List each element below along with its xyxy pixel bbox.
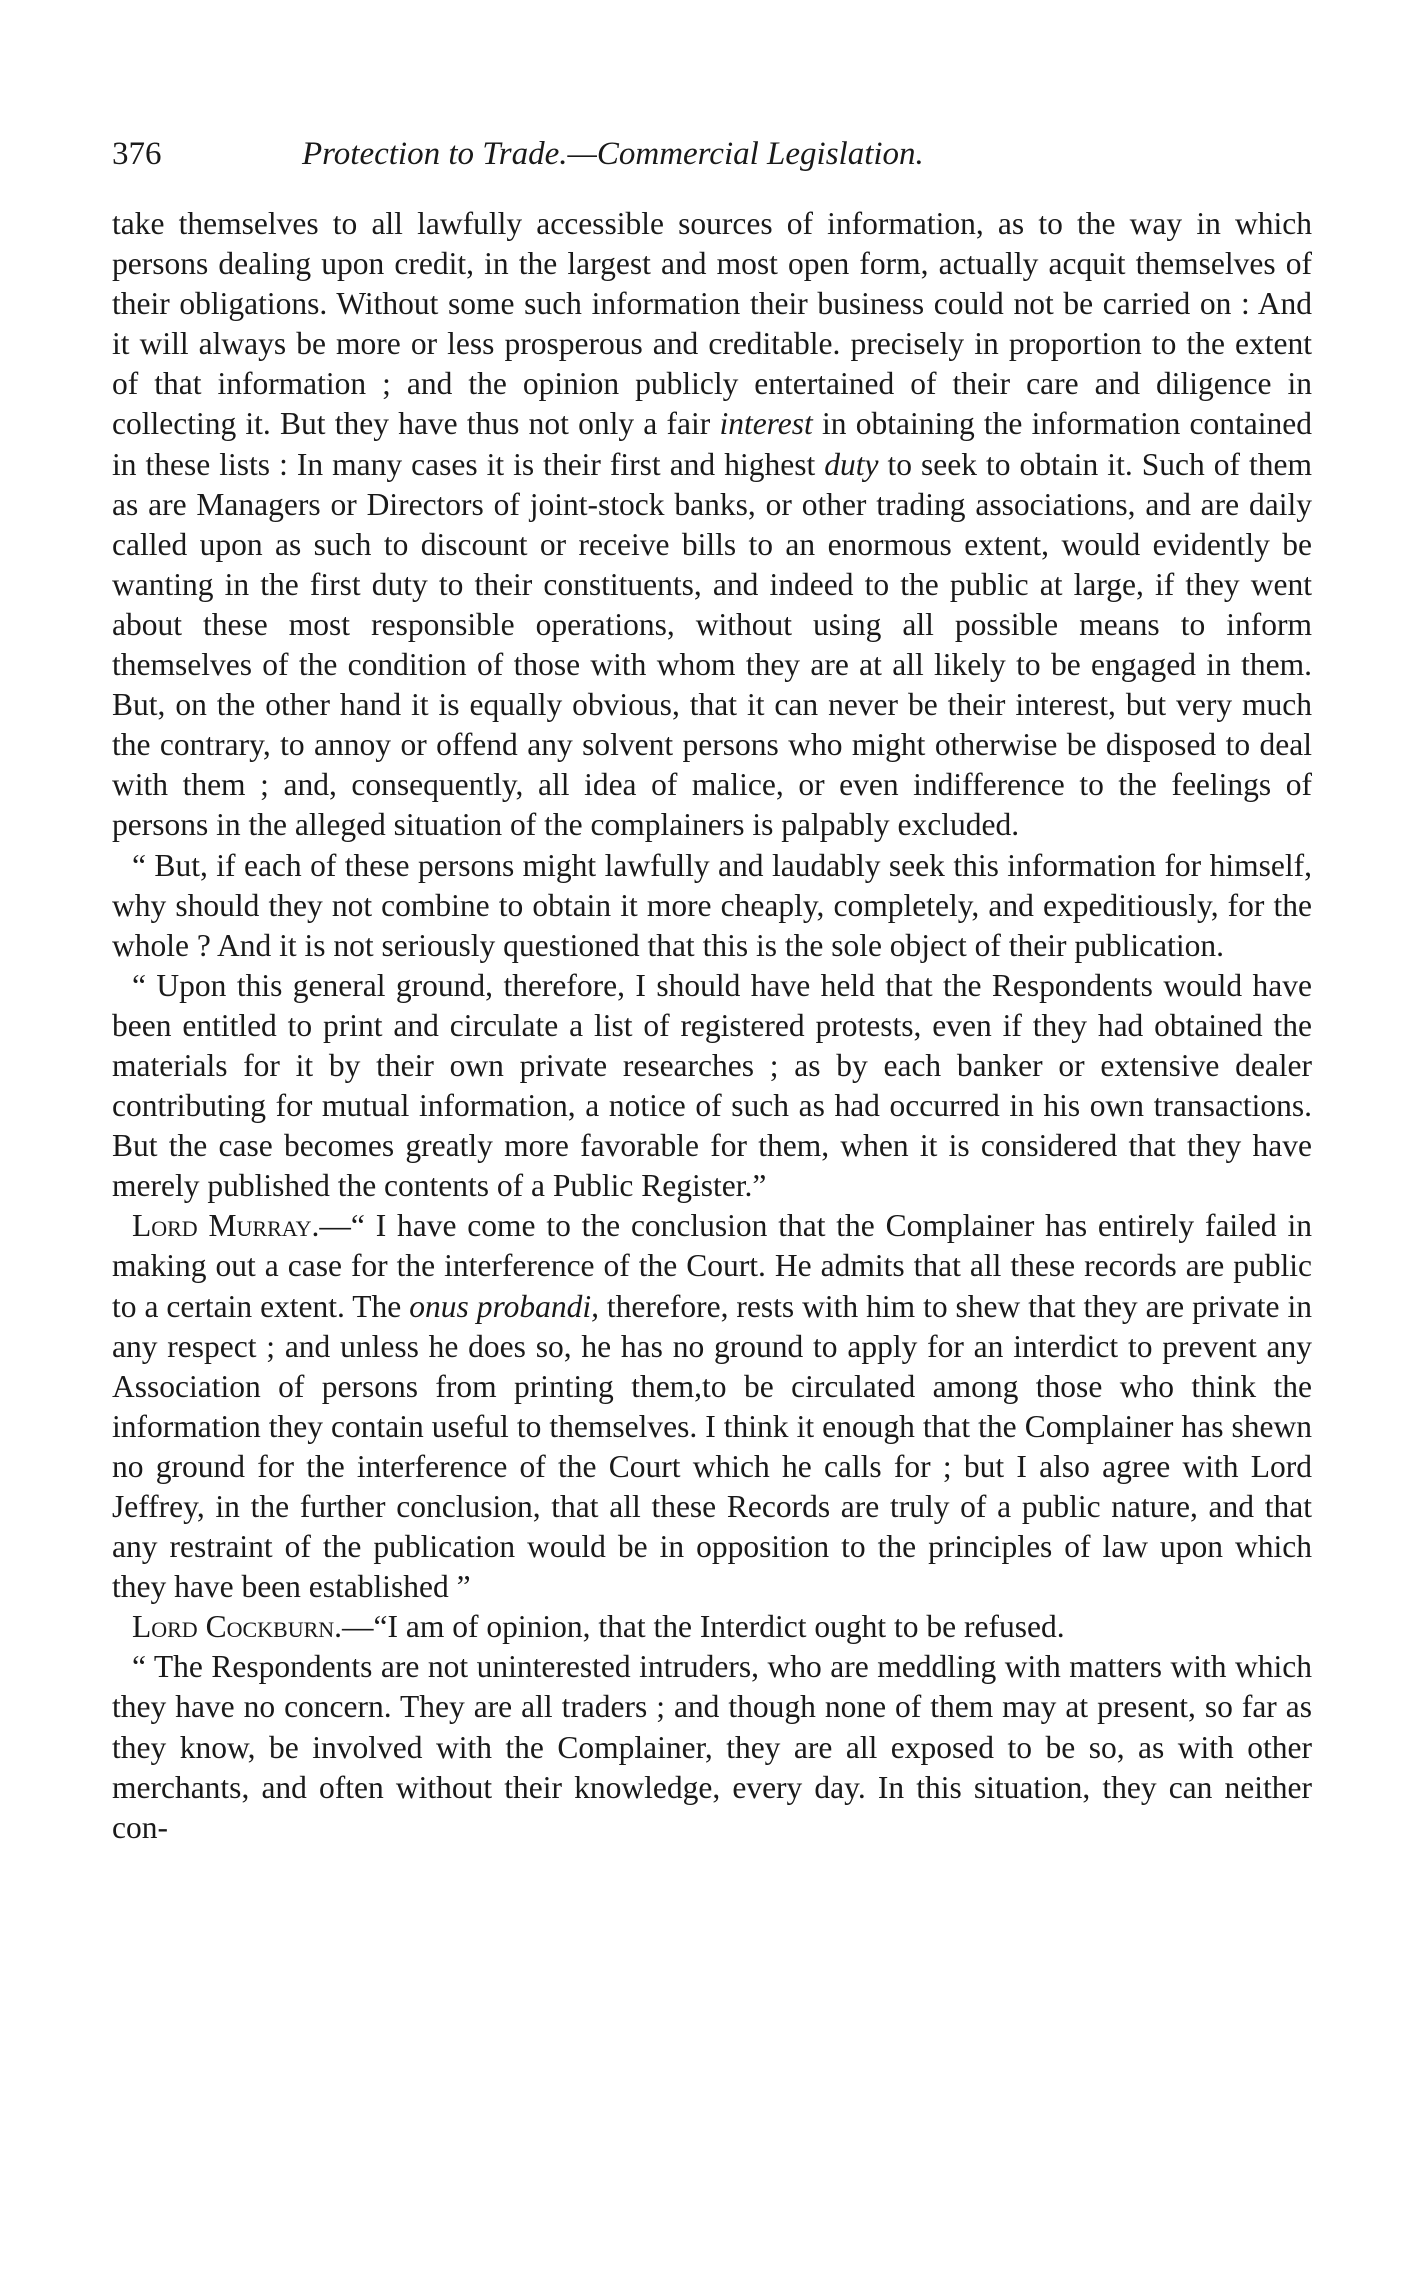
- paragraph-5: [112, 1607, 1312, 1647]
- speaker-lord-murray: Lord Murray: [132, 1208, 312, 1244]
- paragraph-4-text-a: .—“ I have come to the conclusion that the Complainer has entirely failed in making out a case for the interference of the Court. He admits that all these records are public to a certain extent. The: [112, 1208, 1312, 1324]
- paragraph-4-text-b: therefore, rests with him to shew that they are private in any respect ; and unless he does so, he has no ground to apply for an interdict to prevent any Association of persons from printing them,to be circulated among those who think the information they contain useful to themselves. I think it enough that the Complainer has shewn no ground for the interference of the Court which he calls for ; but I also agree with Lord Jeffrey, in the further conclusion, that all these Records are truly of a public nature, and that any restraint of the publication would be in opposition to the principles of law upon which they have been established ”: [112, 1288, 1312, 1605]
- paragraph-4: [112, 1206, 1312, 1607]
- paragraph-6: [112, 1647, 1312, 1847]
- page-number: 376: [112, 136, 162, 172]
- page-header: [112, 128, 1312, 180]
- document-page: [112, 128, 1312, 1848]
- page-body: [112, 204, 1312, 1848]
- paragraph-1-emphasis-interest: interest: [719, 406, 813, 442]
- paragraph-1-text-c: to seek to obtain it. Such of them as are Managers or Directors of joint-stock banks, or other trading associations, and are daily called upon as such to discount or receive bills to an enormous extent, would evidently be wanting in the first duty to their constituents, and indeed to the public at large, if they went about these most responsible operations, without using all possible means to inform themselves of the condition of those with whom they are at all likely to be engaged in them. But, on the other hand it is equally obvious, that it can never be their interest, but very much the contrary, to annoy or offend any solvent persons who might otherwise be disposed to deal with them ; and, consequently, all idea of malice, or even indifference to the feelings of persons in the alleged situation of the complainers is palpably excluded.: [112, 446, 1312, 843]
- speaker-lord-cockburn: Lord Cockburn: [132, 1609, 335, 1645]
- paragraph-6-text: “ The Respondents are not uninterested intruders, who are meddling with matters with which they have no concern. They are all traders ; and though none of them may at present, so far as they know, be involved with the Complainer, they are all exposed to be so, as with other merchants, and often without their knowledge, every day. In this situation, they can neither con-: [112, 1649, 1312, 1845]
- paragraph-2: [112, 846, 1312, 966]
- paragraph-1-text-a: take themselves to all lawfully accessible sources of information, as to the way in which persons dealing upon credit, in the largest and most open form, actually acquit themselves of their obligations. Without some such information their business could not be carried on : And it will always be more or less prosperous and creditable. precisely in proportion to the extent of that information ; and the opinion publicly entertained of their care and diligence in collecting it. But they have thus not only a fair: [112, 206, 1312, 442]
- paragraph-4-emphasis-onus: onus probandi,: [409, 1288, 599, 1324]
- paragraph-5-text: .—“I am of opinion, that the Interdict ought to be refused.: [334, 1609, 1065, 1645]
- running-title: Protection to Trade.—Commercial Legislation.: [302, 136, 924, 172]
- paragraph-1-emphasis-duty: duty: [824, 446, 879, 482]
- paragraph-3-text: “ Upon this general ground, therefore, I should have held that the Respondents would have been entitled to print and circulate a list of registered protests, even if they had obtained the materials for it by their own private researches ; as by each banker or extensive dealer contributing for mutual information, a notice of such as had occurred in his own transactions. But the case becomes greatly more favorable for them, when it is considered that they have merely published the contents of a Public Register.”: [112, 967, 1312, 1204]
- paragraph-1-text-b: in obtaining the information contained in these lists : In many cases it is their first and highest: [112, 406, 1312, 482]
- paragraph-1: [112, 204, 1312, 846]
- paragraph-2-text: “ But, if each of these persons might lawfully and laudably seek this information for himself, why should they not combine to obtain it more cheaply, completely, and expeditiously, for the whole ? And it is not seriously questioned that this is the sole object of their publication.: [112, 847, 1312, 963]
- paragraph-3: [112, 966, 1312, 1207]
